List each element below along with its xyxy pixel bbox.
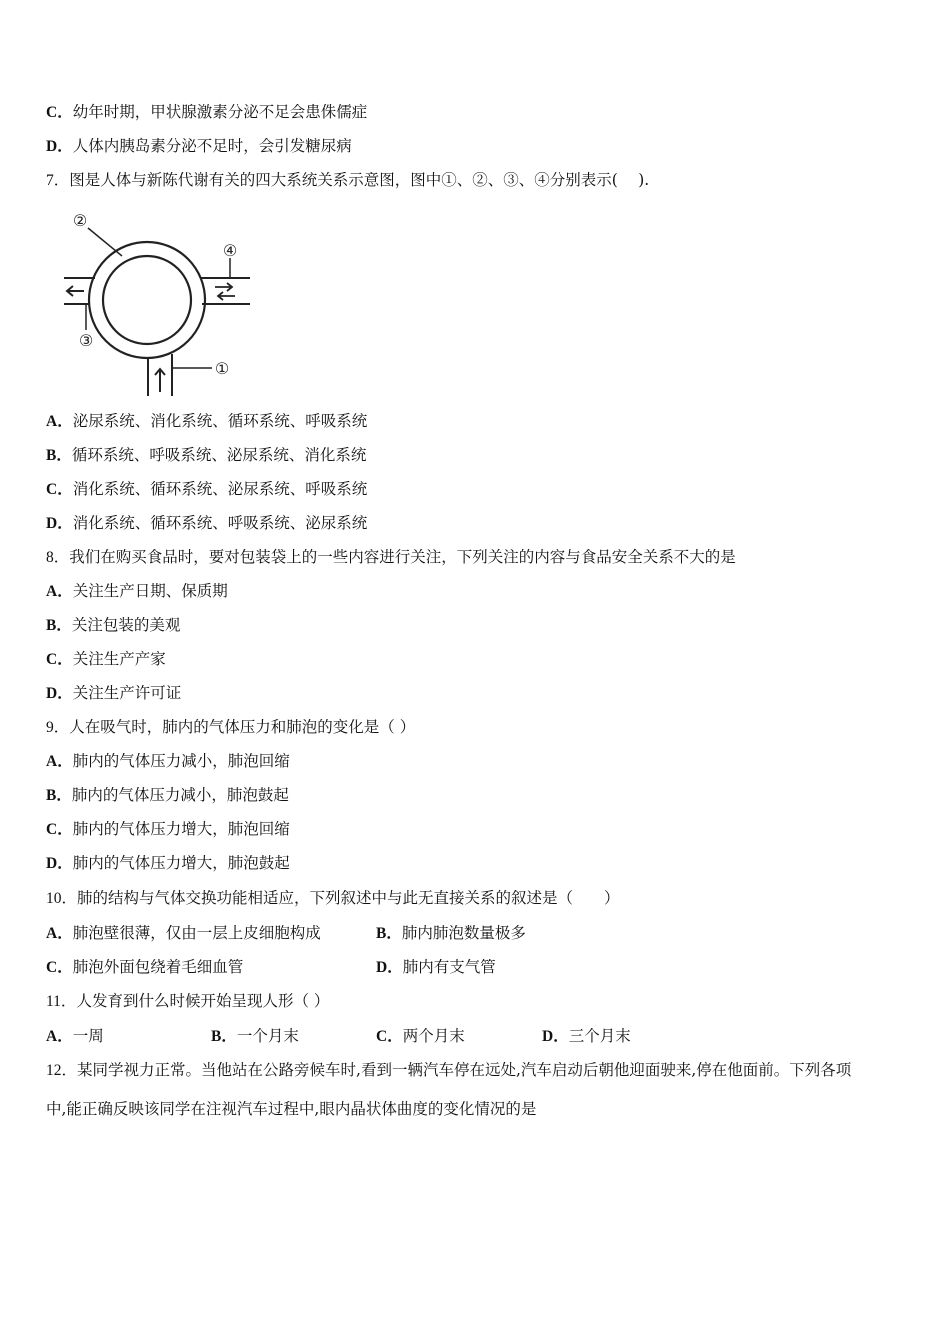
option-letter: D． xyxy=(376,959,403,976)
question-number: 10． xyxy=(46,890,78,907)
option-row xyxy=(211,1024,299,1049)
option-text: 肺内的气体压力增大，肺泡鼓起 xyxy=(72,854,290,872)
circulation-outer-ring xyxy=(89,242,205,358)
label-2-leader xyxy=(88,228,122,256)
circulation-inner-ring xyxy=(103,256,191,344)
metabolism-systems-diagram xyxy=(50,208,265,398)
question-text: 某同学视力正常。当他站在公路旁候车时,看到一辆汽车停在远处,汽车启动后朝他迎面驶来,停在他面前。下列各项 xyxy=(77,1061,852,1079)
option-row xyxy=(46,851,290,876)
option-text: 消化系统、循环系统、泌尿系统、呼吸系统 xyxy=(72,480,368,498)
option-letter: B． xyxy=(46,617,72,634)
option-row xyxy=(46,443,366,468)
option-row xyxy=(376,955,496,980)
option-text: 两个月末 xyxy=(402,1027,465,1045)
option-row xyxy=(46,511,367,536)
option-text: 关注生产许可证 xyxy=(72,684,182,702)
question-text: 人在吸气时，肺内的气体压力和肺泡的变化是（ ） xyxy=(69,718,416,736)
question-12-stem-continued xyxy=(46,1097,536,1121)
question-number: 7． xyxy=(46,172,70,189)
option-text: 三个月末 xyxy=(568,1027,631,1045)
option-letter: A． xyxy=(46,583,73,600)
question-text: 人发育到什么时候开始呈现人形（ ） xyxy=(76,992,330,1010)
option-text: 一周 xyxy=(72,1027,104,1045)
option-row xyxy=(46,100,367,125)
option-letter: D． xyxy=(46,515,73,532)
question-11-stem xyxy=(46,989,329,1014)
option-row xyxy=(46,134,352,159)
option-letter: D． xyxy=(542,1028,569,1045)
question-number: 11． xyxy=(46,993,77,1010)
option-row xyxy=(46,749,290,774)
option-letter: C． xyxy=(46,104,73,121)
option-row xyxy=(46,783,289,808)
option-row xyxy=(46,647,166,672)
option-letter: B． xyxy=(376,925,402,942)
option-letter: D． xyxy=(46,685,73,702)
option-row xyxy=(46,1024,104,1049)
question-10-stem xyxy=(46,886,620,911)
option-text: 肺内的气体压力增大，肺泡回缩 xyxy=(72,820,290,838)
option-letter: B． xyxy=(46,447,72,464)
option-row xyxy=(46,955,243,980)
option-row xyxy=(46,921,321,946)
question-number: 9． xyxy=(46,719,70,736)
option-text: 肺内的气体压力减小，肺泡回缩 xyxy=(72,752,290,770)
label-3: ③ xyxy=(78,331,94,350)
question-8-stem xyxy=(46,545,736,570)
option-text: 关注包装的美观 xyxy=(71,616,181,634)
label-4: ④ xyxy=(222,241,238,260)
option-text: 肺泡外面包绕着毛细血管 xyxy=(72,958,244,976)
option-text: 肺泡壁很薄，仅由一层上皮细胞构成 xyxy=(72,924,321,942)
question-text: 图是人体与新陈代谢有关的四大系统关系示意图，图中①、②、③、④分别表示( ). xyxy=(69,171,650,189)
option-letter: A． xyxy=(46,925,73,942)
option-letter: C． xyxy=(376,1028,403,1045)
label-1: ① xyxy=(214,359,230,378)
question-12-stem xyxy=(46,1058,851,1083)
question-number: 8． xyxy=(46,549,70,566)
option-text: 肺内肺泡数量极多 xyxy=(401,924,526,942)
option-row xyxy=(376,921,526,946)
option-text: 一个月末 xyxy=(236,1027,299,1045)
question-number: 12． xyxy=(46,1062,78,1079)
option-row xyxy=(542,1024,631,1049)
option-text: 关注生产日期、保质期 xyxy=(72,582,228,600)
question-text: 中,能正确反映该同学在注视汽车过程中,眼内晶状体曲度的变化情况的是 xyxy=(46,1100,537,1118)
question-text: 肺的结构与气体交换功能相适应，下列叙述中与此无直接关系的叙述是（ ） xyxy=(77,889,620,907)
option-text: 关注生产产家 xyxy=(72,650,166,668)
option-row xyxy=(46,409,367,434)
question-9-stem xyxy=(46,715,415,740)
option-text: 循环系统、呼吸系统、泌尿系统、消化系统 xyxy=(71,446,367,464)
option-row xyxy=(46,613,180,638)
option-letter: B． xyxy=(46,787,72,804)
option-letter: D． xyxy=(46,855,73,872)
question-text: 我们在购买食品时，要对包装袋上的一些内容进行关注，下列关注的内容与食品安全关系不大的是 xyxy=(69,548,736,566)
option-text: 幼年时期，甲状腺激素分泌不足会患侏儒症 xyxy=(72,103,368,121)
option-letter: C． xyxy=(46,651,73,668)
option-row xyxy=(46,817,290,842)
option-letter: A． xyxy=(46,753,73,770)
label-2: ② xyxy=(72,211,88,230)
option-letter: C． xyxy=(46,821,73,838)
option-letter: A． xyxy=(46,1028,73,1045)
option-row xyxy=(376,1024,465,1049)
option-text: 消化系统、循环系统、呼吸系统、泌尿系统 xyxy=(72,514,368,532)
option-letter: C． xyxy=(46,481,73,498)
option-text: 肺内的气体压力减小，肺泡鼓起 xyxy=(71,786,289,804)
option-text: 泌尿系统、消化系统、循环系统、呼吸系统 xyxy=(72,412,368,430)
option-text: 肺内有支气管 xyxy=(402,958,496,976)
option-row xyxy=(46,579,228,604)
option-letter: D． xyxy=(46,138,73,155)
option-row xyxy=(46,681,181,706)
option-row xyxy=(46,477,367,502)
question-7-stem xyxy=(46,168,649,193)
option-text: 人体内胰岛素分泌不足时，会引发糖尿病 xyxy=(72,137,352,155)
option-letter: B． xyxy=(211,1028,237,1045)
option-letter: C． xyxy=(46,959,73,976)
option-letter: A． xyxy=(46,413,73,430)
